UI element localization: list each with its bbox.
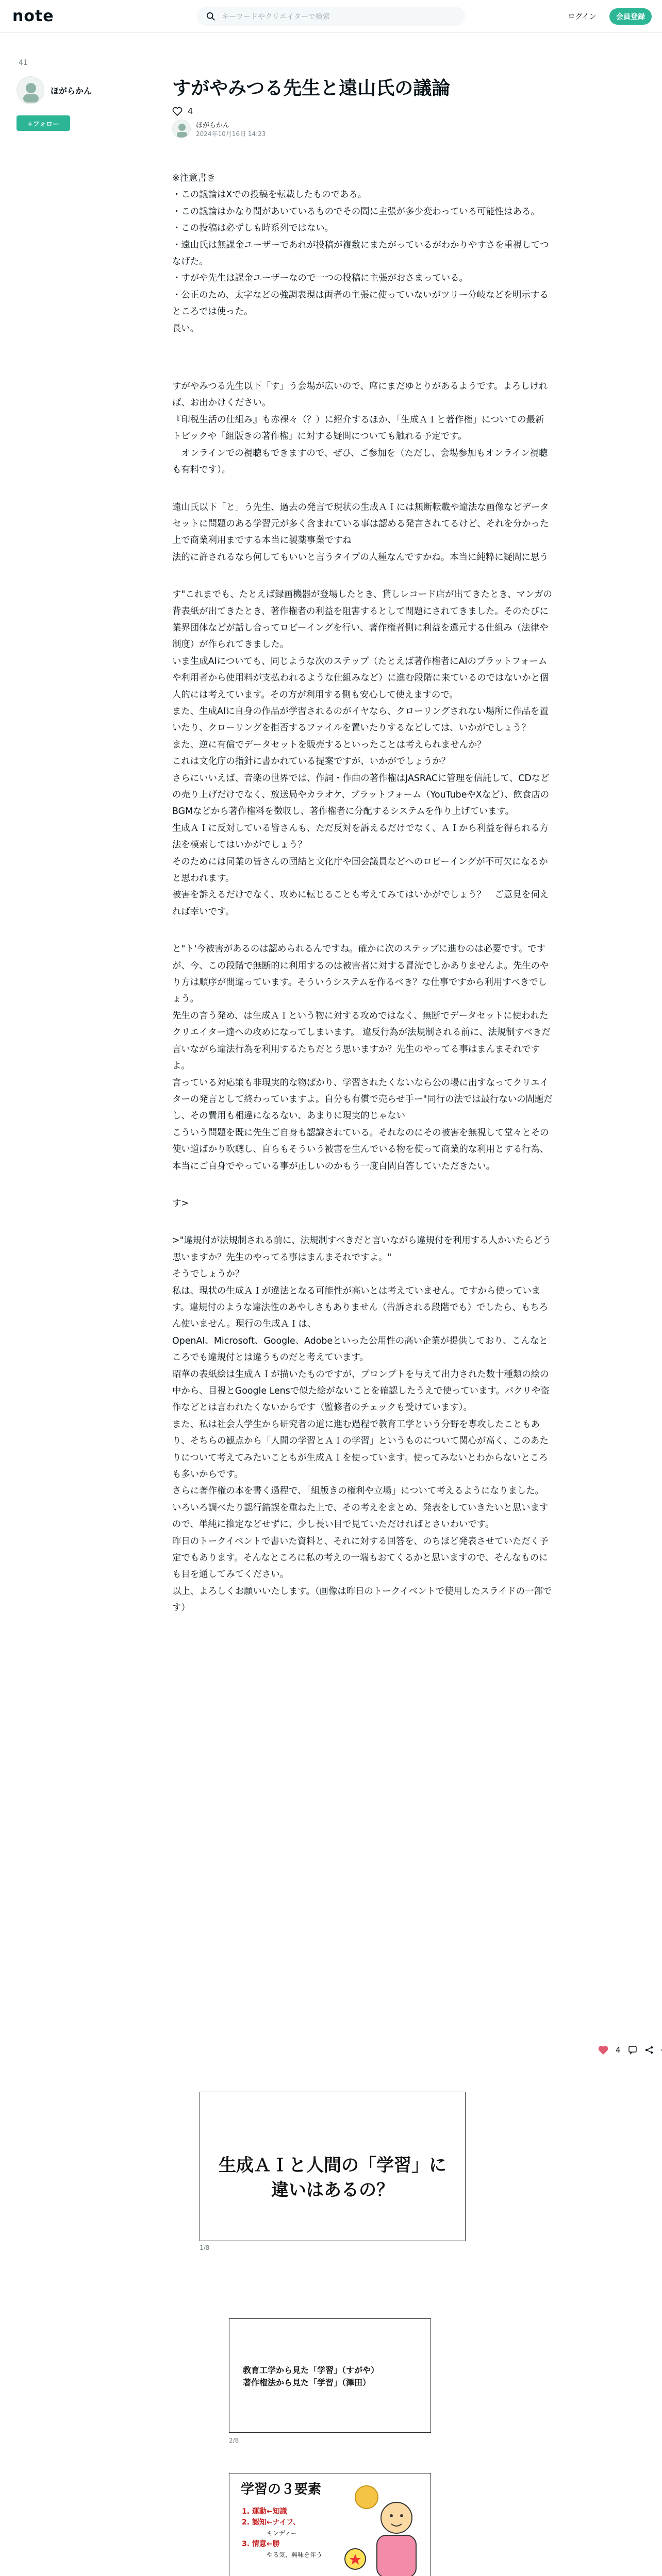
paragraph: すがやみつる先生以下「す」う会場が広いので、席にまだゆとりがあるようです。よろしければ、お出かけください。 『印税生活の仕組み』も赤裸々（？）に紹介するほか、「生成ＡＩと著作権」についての最新トピックや「組版きの著作権」に対する疑問についても触れる予定です。 オンラインでの視聴もできますので、ぜひ、ご参加を（ただし、会場参加もオンライン視聴も有料です）。 bbox=[172, 381, 548, 476]
paragraph: 遠山氏以下「と」う先生、過去の発言で現状の生成ＡＩには無断転載や違法な画像などデータセットに問題のある学習元が多く含まれている事は認める発言されてるけど、それを分かった上で商業利用までする本当に製薬事業ですね 法的に許されるなら何してもいいと言うタイプの人種なんですかね。本当に純粋に疑問に思う bbox=[172, 502, 549, 563]
paragraph: >"違規付が法規制される前に、法規制すべきだと言いながら違規付を利用する人かいたらどう思いますか？先生のやってる事はまんまそれですよ。" そうでしょうか？ 私は、現状の生成ＡＩが違法となる可能性が高いとは考えていません。ですから使っています。違規付のような違法性のあやしさもありません（告訴される段階でも）でしたら、もちろん使いません。現行の生成ＡＩは、 OpenAI、Microsoft、Google、Adobeといった公用性の高い企業が提供しており、こんなところでも違規付とは違うものだと考えています。 昭華の表紙絵は生成ＡＩが描いたものですが、プロンプトを与えて出力された数十種類の絵の中から、目視とGoogle Lensで似た絵がないことを確認したうえで使っています。パクリや盗作などとは言われたくないからです（監修者のチェックも受けています）。 また、私は社会人学生から研究者の道に進む過程で教育工学という分野を専攻したこともあり、そちらの観点から「人間の学習とＡＩの学習」というものについて関心が高く、このあたりについて考えてみたいこともが生成ＡＩを使っています。使ってみないとわからないところも多いからです。 さらに著作権の本を書く過程で、「組版きの権利や立場」について考えるようになりました。 いろいろ調べたり認行錯誤を重ねた上で、その考えをまとめ、発表をしていきたいと思いますので、単純に推定などせずに、少し長い目で見ていただければとさいわいです。 昨日のトークイベントで書いた資料と、それに対する回答を、のちほど発表させていただく予定でもあります。そんなところに私の考えの一端もおてくるかと思いますので、そんなものにも目を通してみてください。 以上、よろしくお願いいたします。（画像は昨日のトークイベントで使用したスライドの一部です） bbox=[172, 1235, 552, 1614]
site-header bbox=[0, 0, 662, 33]
action-bar bbox=[598, 2045, 662, 2055]
paragraph: ※注意書き ・この議論はXでの投稿を転載したものである。 ・この議論はかなり間があいているものでその間に主張が多少変わっている可能性はある。 ・この投稿は必ずしも時系列ではない。 ・遠山氏は無課金ユーザーであれが投稿が複数にまたがっているがわかりやすさを重視してつなげた。 ・すがや先生は課金ユーザーなので一つの投稿に主張がおさまっている。 ・公正のため、太字などの強調表現は両者の主張に使っていないがツリー分岐などを明示するところでは使った。 長い。 bbox=[172, 173, 549, 334]
heart-icon[interactable] bbox=[172, 107, 183, 116]
slide-image[interactable] bbox=[229, 2473, 431, 2576]
follow-button[interactable]: +フォロー bbox=[16, 115, 70, 131]
heart-icon[interactable] bbox=[598, 2045, 608, 2055]
slide-text: 生成ＡＩと人間の「学習」に 違いはあるの？ bbox=[219, 2155, 446, 2200]
like-count: 4 bbox=[188, 106, 193, 116]
like-count: 4 bbox=[616, 2045, 621, 2055]
author-name[interactable]: ほがらかん bbox=[196, 122, 230, 129]
paragraph: す> bbox=[172, 1198, 189, 1209]
comment-icon[interactable] bbox=[628, 2045, 637, 2055]
sidebar-count: 41 bbox=[19, 59, 28, 67]
author-avatar[interactable] bbox=[172, 120, 191, 138]
slide-title: 学習の３要素 bbox=[241, 2482, 322, 2497]
post-date: 2024年10月16日 14:23 bbox=[196, 130, 266, 138]
search-icon bbox=[206, 12, 216, 21]
signup-button[interactable]: 会員登録 bbox=[609, 8, 652, 25]
slide-image[interactable] bbox=[229, 2318, 431, 2433]
slide-list: 1. 運動←知識 2. 認知←ナイフ、 キンディー 3. 情意←勝 やる気、興味を伴う bbox=[242, 2507, 323, 2558]
slide-number: 1/8 bbox=[200, 2244, 210, 2251]
slide-text: 教育工学から見た「学習」（すがや） 著作権法から見た「学習」（澤田） bbox=[243, 2365, 379, 2387]
slide-number: 2/8 bbox=[229, 2437, 239, 2444]
share-icon[interactable] bbox=[644, 2045, 654, 2055]
creator-name[interactable]: ほがらかん bbox=[51, 86, 92, 96]
avatar[interactable] bbox=[16, 76, 44, 104]
search-bar[interactable] bbox=[197, 7, 465, 26]
illustration bbox=[340, 2482, 425, 2576]
search-placeholder: キーワードやクリエイターで検索 bbox=[222, 13, 330, 21]
page-title: すがやみつる先生と遠山氏の議論 bbox=[172, 78, 451, 99]
like-summary bbox=[172, 106, 193, 116]
note-logo[interactable]: note bbox=[12, 7, 54, 25]
slide-image[interactable] bbox=[200, 2092, 466, 2241]
paragraph: と"ト'今被害があるのは認められるんですね。確かに次のステップに進むのは必要です。ですが、今、この段階で無断的に利用するのは被害者に対する冒涜でしかありませんよ。先生のやり方は順序が間違っています。そういうシステムを作るべき？な仕事ですから利用すべきでしょう。 先生の言う発め、は生成ＡＩという物に対する攻めではなく、無断でデータセットに使われたクリエイター達への攻めになってしまいます。 違反行為が法規制される前に、法規制すべきだ言いながら違法行為を利用するたちだとう思いますか？先生のやってる事はまんまそれですよ。 言っている対応策も非現実的な物ばかり、学習されたくないなら公の場に出すなってクリエイターの発言として終わっていますよ。自分も有償で売らせ手ー"同行の法では最行ないの問題だし、その費用も相違になるない、あまりに現実的じゃない こういう問題を既に先生ご自身も認識されている。それなのにその被害を無視して堂々とその使い道ばかり吹聴し、自らもそういう被害を生んでいる物を使って商業的な利用とする行為、本当にご自身でやっている事が正しいのかもう一度自問自答していただきたい。 bbox=[172, 944, 553, 1172]
login-button[interactable]: ログイン bbox=[568, 13, 597, 21]
paragraph: す"これまでも、たとえば録画機器が登場したとき、貸しレコード店が出てきたとき、マンガの背表紙が出てきたとき、著作権者の利益を阻害するとして問題にされてきました。そのたびに業界団体などが話し合ってロビーイングを行い、著作権者側に利益を還元する仕組み（法律や制度）が作られてきました。 いま生成AIについても、同じような次のステップ（たとえば著作権者にAIのプラットフォームや利用者から使用料が支払われるような仕組みなど）に進む段階に来ているのではないかと個人的には考えています。その方が利用する側も安心して使えますので。 また、生成AIに自身の作品が学習されるのがイヤなら、クローリングされない場所に作品を置いたり、クローリングを拒否するファイルを置いたりするなどしては、いかがでしょう？ また、逆に有償でデータセットを販売するといったことは考えられませんか？ これは文化庁の指針に書かれている提案ですが、いかがでしょうか？ さらにいいえば、音楽の世界では、作詞・作曲の著作権はJASRACに管理を信託して、CDなどの売り上げだけでなく、放送局やカラオケ、プラットフォーム（YouTubeやXなど）、飲食店のBGMなどから著作権料を徴収し、著作権者に分配するシステムを作り上げています。 生成ＡＩに反対している皆さんも、ただ反対を訴えるだけでなく、ＡＩから利益を得られる方法を模索してはいかがでしょう？ そのためには同業の皆さんの団結と文化庁や国会議員などへのロビーイングが不可欠になるかと思われます。 被害を訴えるだけでなく、攻めに転じることも考えてみてはいかがでしょう？ ご意見を伺えれば幸いです。 bbox=[172, 589, 553, 917]
article-body bbox=[172, 170, 553, 1617]
